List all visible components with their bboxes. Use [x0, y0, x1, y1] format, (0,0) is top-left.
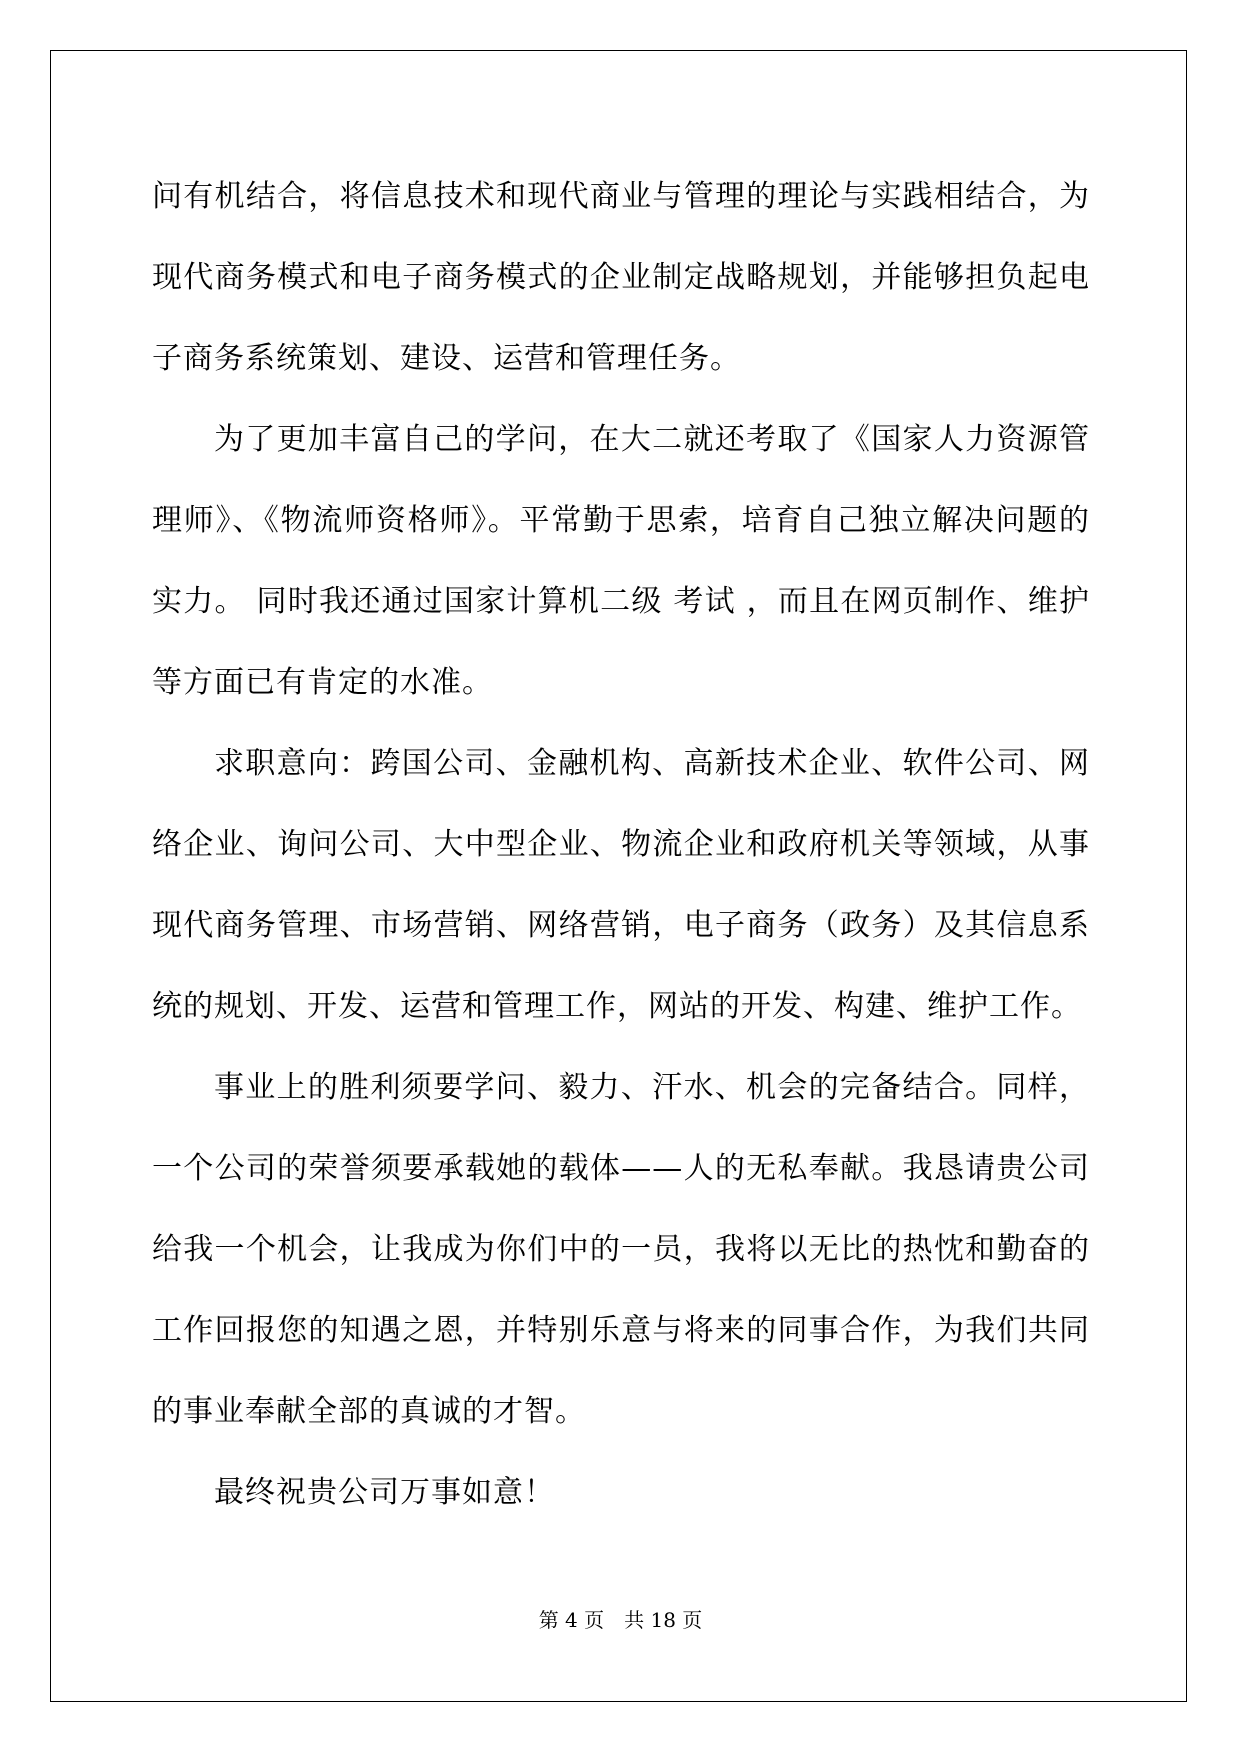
paragraph-best-wishes: 最终祝贵公司万事如意！ [214, 1475, 555, 1510]
paragraph-closing-request: 事业上的胜利须要学问、毅力、汗水、机会的完备结合。同样，一个公司的荣誉须要承载她的载体——人的无私奉献。我恳请贵公司给我一个机会，让我成为你们中的一员，我将以无比的热忱和勤奋的工作回报您的知遇之恩，并特别乐意与将来的同事合作，为我们共同的事业奉献全部的真诚的才智。 [152, 1070, 1090, 1429]
paragraph-qualifications: 为了更加丰富自己的学问，在大二就还考取了《国家人力资源管理师》、《物流师资格师》。平常勤于思索，培育自己独立解决问题的实力。 同时我还通过国家计算机二级 考试 ，而且在网页制作、维护等方面已有肯定的水准。 [152, 422, 1090, 700]
page-number-footer: 第 4 页 共 18 页 [538, 1608, 703, 1632]
document-body [152, 156, 1090, 1533]
paragraph-job-intention: 求职意向：跨国公司、金融机构、高新技术企业、软件公司、网络企业、询问公司、大中型企业、物流企业和政府机关等领域，从事现代商务管理、市场营销、网络营销，电子商务（政务）及其信息系统的规划、开发、运营和管理工作，网站的开发、构建、维护工作。 [152, 746, 1090, 1024]
paragraph-continuation: 问有机结合，将信息技术和现代商业与管理的理论与实践相结合，为现代商务模式和电子商务模式的企业制定战略规划，并能够担负起电子商务系统策划、建设、运营和管理任务。 [152, 179, 1090, 376]
